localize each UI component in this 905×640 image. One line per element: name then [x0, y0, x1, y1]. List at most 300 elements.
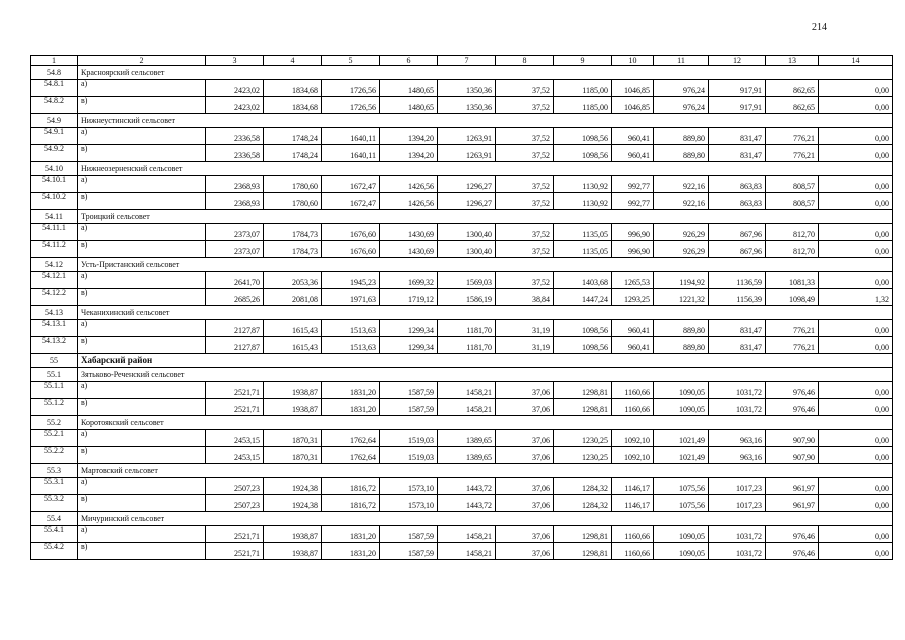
value-cell: 2685,26	[206, 289, 264, 306]
row-subtype: а)	[78, 224, 206, 241]
value-cell: 1834,68	[264, 97, 322, 114]
value-cell: 1081,33	[766, 272, 819, 289]
value-cell: 996,90	[612, 224, 654, 241]
row-code: 55.3.2	[31, 495, 78, 512]
value-cell: 831,47	[709, 337, 766, 354]
value-cell: 808,57	[766, 176, 819, 193]
row-code: 55.2	[31, 416, 78, 430]
value-cell: 1296,27	[438, 193, 496, 210]
settlement-name: Красноярский сельсовет	[78, 66, 893, 80]
value-cell: 1021,49	[654, 430, 709, 447]
value-cell: 0,00	[819, 145, 893, 162]
value-cell: 1156,39	[709, 289, 766, 306]
section-row	[31, 512, 893, 526]
value-cell: 976,46	[766, 399, 819, 416]
value-cell: 37,52	[496, 193, 554, 210]
value-cell: 1221,32	[654, 289, 709, 306]
value-cell: 1090,05	[654, 526, 709, 543]
settlement-name: Нижнеозерненский сельсовет	[78, 162, 893, 176]
value-cell: 1971,63	[322, 289, 380, 306]
value-cell: 1831,20	[322, 399, 380, 416]
value-cell: 1263,91	[438, 128, 496, 145]
row-code: 54.13.2	[31, 337, 78, 354]
value-cell: 1587,59	[380, 526, 438, 543]
value-cell: 2368,93	[206, 176, 264, 193]
section-row	[31, 162, 893, 176]
value-cell: 1090,05	[654, 543, 709, 560]
row-subtype: а)	[78, 382, 206, 399]
value-cell: 862,65	[766, 97, 819, 114]
value-cell: 1945,23	[322, 272, 380, 289]
value-cell: 1017,23	[709, 478, 766, 495]
row-code: 55.4	[31, 512, 78, 526]
value-cell: 1513,63	[322, 337, 380, 354]
value-cell: 1160,66	[612, 526, 654, 543]
value-cell: 1350,36	[438, 97, 496, 114]
value-cell: 1831,20	[322, 543, 380, 560]
value-cell: 1181,70	[438, 337, 496, 354]
column-header: 4	[264, 56, 322, 66]
value-cell: 2521,71	[206, 543, 264, 560]
value-cell: 1136,59	[709, 272, 766, 289]
value-cell: 2127,87	[206, 337, 264, 354]
value-cell: 37,52	[496, 272, 554, 289]
row-subtype: а)	[78, 320, 206, 337]
value-cell: 0,00	[819, 478, 893, 495]
column-header: 13	[766, 56, 819, 66]
row-subtype: а)	[78, 478, 206, 495]
value-cell: 2373,07	[206, 224, 264, 241]
value-cell: 1284,32	[554, 495, 612, 512]
value-cell: 1098,56	[554, 337, 612, 354]
table-row	[31, 224, 893, 241]
section-row	[31, 368, 893, 382]
value-cell: 1403,68	[554, 272, 612, 289]
value-cell: 1426,56	[380, 176, 438, 193]
row-code: 55.2.1	[31, 430, 78, 447]
value-cell: 1389,65	[438, 430, 496, 447]
value-cell: 1447,24	[554, 289, 612, 306]
value-cell: 1870,31	[264, 447, 322, 464]
row-code: 55.4.1	[31, 526, 78, 543]
settlement-name: Усть-Пристанский сельсовет	[78, 258, 893, 272]
value-cell: 0,00	[819, 193, 893, 210]
table-row	[31, 128, 893, 145]
value-cell: 1185,00	[554, 80, 612, 97]
row-subtype: в)	[78, 543, 206, 560]
tariff-table	[30, 55, 893, 560]
value-cell: 1831,20	[322, 382, 380, 399]
value-cell: 1394,20	[380, 128, 438, 145]
value-cell: 1185,00	[554, 97, 612, 114]
value-cell: 1640,11	[322, 128, 380, 145]
table-row	[31, 272, 893, 289]
value-cell: 996,90	[612, 241, 654, 258]
value-cell: 1090,05	[654, 399, 709, 416]
value-cell: 1480,65	[380, 97, 438, 114]
value-cell: 1230,25	[554, 430, 612, 447]
value-cell: 1146,17	[612, 495, 654, 512]
value-cell: 2641,70	[206, 272, 264, 289]
value-cell: 1924,38	[264, 495, 322, 512]
row-code: 54.10	[31, 162, 78, 176]
row-code: 55.2.2	[31, 447, 78, 464]
value-cell: 1300,40	[438, 241, 496, 258]
section-row	[31, 306, 893, 320]
value-cell: 1726,56	[322, 97, 380, 114]
row-subtype: а)	[78, 526, 206, 543]
column-header: 6	[380, 56, 438, 66]
value-cell: 0,00	[819, 80, 893, 97]
value-cell: 0,00	[819, 543, 893, 560]
value-cell: 2521,71	[206, 382, 264, 399]
table-row	[31, 543, 893, 560]
value-cell: 1389,65	[438, 447, 496, 464]
value-cell: 0,00	[819, 430, 893, 447]
value-cell: 1938,87	[264, 526, 322, 543]
value-cell: 1586,19	[438, 289, 496, 306]
value-cell: 37,52	[496, 80, 554, 97]
value-cell: 1443,72	[438, 478, 496, 495]
value-cell: 1870,31	[264, 430, 322, 447]
value-cell: 1672,47	[322, 193, 380, 210]
value-cell: 2127,87	[206, 320, 264, 337]
table-row	[31, 447, 893, 464]
row-code: 54.9	[31, 114, 78, 128]
value-cell: 1298,81	[554, 399, 612, 416]
value-cell: 2336,58	[206, 128, 264, 145]
value-cell: 831,47	[709, 145, 766, 162]
value-cell: 1780,60	[264, 193, 322, 210]
value-cell: 1293,25	[612, 289, 654, 306]
value-cell: 37,06	[496, 495, 554, 512]
row-subtype: а)	[78, 128, 206, 145]
value-cell: 1284,32	[554, 478, 612, 495]
value-cell: 37,06	[496, 526, 554, 543]
value-cell: 1762,64	[322, 447, 380, 464]
value-cell: 2373,07	[206, 241, 264, 258]
row-code: 55.3	[31, 464, 78, 478]
value-cell: 1426,56	[380, 193, 438, 210]
value-cell: 2081,08	[264, 289, 322, 306]
section-row	[31, 258, 893, 272]
settlement-name: Зятьково-Реченский сельсовет	[78, 368, 893, 382]
value-cell: 867,96	[709, 224, 766, 241]
value-cell: 1135,05	[554, 241, 612, 258]
value-cell: 1519,03	[380, 430, 438, 447]
value-cell: 2453,15	[206, 447, 264, 464]
value-cell: 1350,36	[438, 80, 496, 97]
value-cell: 1640,11	[322, 145, 380, 162]
column-header: 11	[654, 56, 709, 66]
value-cell: 1834,68	[264, 80, 322, 97]
value-cell: 1458,21	[438, 382, 496, 399]
column-header: 2	[78, 56, 206, 66]
value-cell: 0,00	[819, 224, 893, 241]
value-cell: 1230,25	[554, 447, 612, 464]
value-cell: 922,16	[654, 193, 709, 210]
row-code: 54.12.2	[31, 289, 78, 306]
value-cell: 2453,15	[206, 430, 264, 447]
value-cell: 1135,05	[554, 224, 612, 241]
row-subtype: а)	[78, 430, 206, 447]
value-cell: 37,52	[496, 241, 554, 258]
value-cell: 1298,81	[554, 382, 612, 399]
value-cell: 1784,73	[264, 241, 322, 258]
row-code: 54.12.1	[31, 272, 78, 289]
value-cell: 1784,73	[264, 224, 322, 241]
value-cell: 1719,12	[380, 289, 438, 306]
value-cell: 862,65	[766, 80, 819, 97]
district-name: Хабарский район	[78, 354, 893, 368]
value-cell: 2423,02	[206, 80, 264, 97]
table-row	[31, 176, 893, 193]
value-cell: 963,16	[709, 430, 766, 447]
column-header: 8	[496, 56, 554, 66]
value-cell: 1587,59	[380, 543, 438, 560]
row-code: 54.9.2	[31, 145, 78, 162]
row-subtype: в)	[78, 447, 206, 464]
value-cell: 1816,72	[322, 478, 380, 495]
value-cell: 2053,36	[264, 272, 322, 289]
value-cell: 37,52	[496, 128, 554, 145]
table-row	[31, 193, 893, 210]
value-cell: 976,24	[654, 80, 709, 97]
value-cell: 1676,60	[322, 241, 380, 258]
value-cell: 917,91	[709, 97, 766, 114]
value-cell: 1160,66	[612, 543, 654, 560]
value-cell: 812,70	[766, 241, 819, 258]
value-cell: 1573,10	[380, 495, 438, 512]
value-cell: 2368,93	[206, 193, 264, 210]
value-cell: 867,96	[709, 241, 766, 258]
column-header: 10	[612, 56, 654, 66]
value-cell: 1146,17	[612, 478, 654, 495]
value-cell: 1699,32	[380, 272, 438, 289]
value-cell: 0,00	[819, 320, 893, 337]
value-cell: 776,21	[766, 128, 819, 145]
value-cell: 1443,72	[438, 495, 496, 512]
column-header: 5	[322, 56, 380, 66]
value-cell: 2336,58	[206, 145, 264, 162]
value-cell: 1017,23	[709, 495, 766, 512]
value-cell: 776,21	[766, 337, 819, 354]
row-subtype: в)	[78, 97, 206, 114]
table-row	[31, 241, 893, 258]
value-cell: 1092,10	[612, 430, 654, 447]
table-body	[31, 56, 893, 560]
value-cell: 1031,72	[709, 543, 766, 560]
value-cell: 922,16	[654, 176, 709, 193]
section-row	[31, 66, 893, 80]
value-cell: 0,00	[819, 526, 893, 543]
row-subtype: а)	[78, 80, 206, 97]
value-cell: 0,00	[819, 97, 893, 114]
value-cell: 0,00	[819, 176, 893, 193]
value-cell: 889,80	[654, 337, 709, 354]
value-cell: 37,06	[496, 447, 554, 464]
value-cell: 0,00	[819, 337, 893, 354]
row-code: 54.8.2	[31, 97, 78, 114]
row-code: 54.13	[31, 306, 78, 320]
column-header: 1	[31, 56, 78, 66]
value-cell: 1031,72	[709, 526, 766, 543]
value-cell: 1296,27	[438, 176, 496, 193]
value-cell: 0,00	[819, 382, 893, 399]
row-code: 54.11	[31, 210, 78, 224]
value-cell: 38,84	[496, 289, 554, 306]
table-row	[31, 320, 893, 337]
value-cell: 0,00	[819, 272, 893, 289]
settlement-name: Мичуринский сельсовет	[78, 512, 893, 526]
table-row	[31, 526, 893, 543]
table-row	[31, 399, 893, 416]
row-code: 55.1	[31, 368, 78, 382]
value-cell: 0,00	[819, 399, 893, 416]
value-cell: 1098,49	[766, 289, 819, 306]
value-cell: 992,77	[612, 193, 654, 210]
value-cell: 1762,64	[322, 430, 380, 447]
value-cell: 1021,49	[654, 447, 709, 464]
value-cell: 1298,81	[554, 543, 612, 560]
row-code: 54.9.1	[31, 128, 78, 145]
row-code: 54.13.1	[31, 320, 78, 337]
row-subtype: в)	[78, 337, 206, 354]
value-cell: 37,06	[496, 399, 554, 416]
value-cell: 1160,66	[612, 382, 654, 399]
value-cell: 960,41	[612, 337, 654, 354]
value-cell: 37,06	[496, 382, 554, 399]
row-subtype: в)	[78, 289, 206, 306]
value-cell: 1587,59	[380, 382, 438, 399]
value-cell: 1160,66	[612, 399, 654, 416]
row-code: 55	[31, 354, 78, 368]
value-cell: 776,21	[766, 320, 819, 337]
value-cell: 1075,56	[654, 495, 709, 512]
value-cell: 961,97	[766, 478, 819, 495]
settlement-name: Коротоякский сельсовет	[78, 416, 893, 430]
row-subtype: в)	[78, 495, 206, 512]
table-row	[31, 478, 893, 495]
section-row	[31, 210, 893, 224]
value-cell: 1300,40	[438, 224, 496, 241]
table-row	[31, 97, 893, 114]
column-header: 14	[819, 56, 893, 66]
value-cell: 0,00	[819, 128, 893, 145]
value-cell: 2521,71	[206, 399, 264, 416]
value-cell: 1430,69	[380, 241, 438, 258]
value-cell: 1615,43	[264, 320, 322, 337]
table-row	[31, 145, 893, 162]
value-cell: 1194,92	[654, 272, 709, 289]
value-cell: 1430,69	[380, 224, 438, 241]
value-cell: 961,97	[766, 495, 819, 512]
row-code: 55.4.2	[31, 543, 78, 560]
column-number-row	[31, 56, 893, 66]
value-cell: 1748,24	[264, 128, 322, 145]
value-cell: 1092,10	[612, 447, 654, 464]
settlement-name: Чеканихинский сельсовет	[78, 306, 893, 320]
value-cell: 37,06	[496, 543, 554, 560]
value-cell: 863,83	[709, 176, 766, 193]
value-cell: 37,06	[496, 430, 554, 447]
district-row	[31, 354, 893, 368]
value-cell: 976,24	[654, 97, 709, 114]
value-cell: 37,52	[496, 97, 554, 114]
value-cell: 1924,38	[264, 478, 322, 495]
value-cell: 1,32	[819, 289, 893, 306]
value-cell: 889,80	[654, 320, 709, 337]
value-cell: 1672,47	[322, 176, 380, 193]
value-cell: 1938,87	[264, 543, 322, 560]
value-cell: 1075,56	[654, 478, 709, 495]
value-cell: 960,41	[612, 320, 654, 337]
row-subtype: а)	[78, 176, 206, 193]
value-cell: 2507,23	[206, 495, 264, 512]
value-cell: 37,52	[496, 176, 554, 193]
row-subtype: а)	[78, 272, 206, 289]
table-row	[31, 430, 893, 447]
value-cell: 1098,56	[554, 145, 612, 162]
row-code: 54.12	[31, 258, 78, 272]
row-code: 54.10.2	[31, 193, 78, 210]
value-cell: 0,00	[819, 447, 893, 464]
row-code: 55.3.1	[31, 478, 78, 495]
value-cell: 1130,92	[554, 176, 612, 193]
value-cell: 907,90	[766, 447, 819, 464]
table-row	[31, 495, 893, 512]
row-subtype: в)	[78, 399, 206, 416]
settlement-name: Троицкий сельсовет	[78, 210, 893, 224]
row-code: 55.1.1	[31, 382, 78, 399]
value-cell: 1181,70	[438, 320, 496, 337]
column-header: 7	[438, 56, 496, 66]
section-row	[31, 416, 893, 430]
value-cell: 1046,85	[612, 97, 654, 114]
value-cell: 1458,21	[438, 543, 496, 560]
value-cell: 1816,72	[322, 495, 380, 512]
value-cell: 37,52	[496, 224, 554, 241]
value-cell: 1090,05	[654, 382, 709, 399]
value-cell: 831,47	[709, 320, 766, 337]
value-cell: 776,21	[766, 145, 819, 162]
value-cell: 926,29	[654, 224, 709, 241]
value-cell: 917,91	[709, 80, 766, 97]
value-cell: 889,80	[654, 128, 709, 145]
value-cell: 1263,91	[438, 145, 496, 162]
row-code: 54.11.1	[31, 224, 78, 241]
value-cell: 1748,24	[264, 145, 322, 162]
value-cell: 808,57	[766, 193, 819, 210]
value-cell: 863,83	[709, 193, 766, 210]
value-cell: 37,06	[496, 478, 554, 495]
column-header: 3	[206, 56, 264, 66]
value-cell: 0,00	[819, 495, 893, 512]
value-cell: 960,41	[612, 145, 654, 162]
value-cell: 1513,63	[322, 320, 380, 337]
value-cell: 1676,60	[322, 224, 380, 241]
value-cell: 812,70	[766, 224, 819, 241]
value-cell: 1031,72	[709, 382, 766, 399]
value-cell: 926,29	[654, 241, 709, 258]
value-cell: 1394,20	[380, 145, 438, 162]
value-cell: 1938,87	[264, 399, 322, 416]
value-cell: 1938,87	[264, 382, 322, 399]
value-cell: 963,16	[709, 447, 766, 464]
value-cell: 1587,59	[380, 399, 438, 416]
table-row	[31, 80, 893, 97]
value-cell: 1573,10	[380, 478, 438, 495]
